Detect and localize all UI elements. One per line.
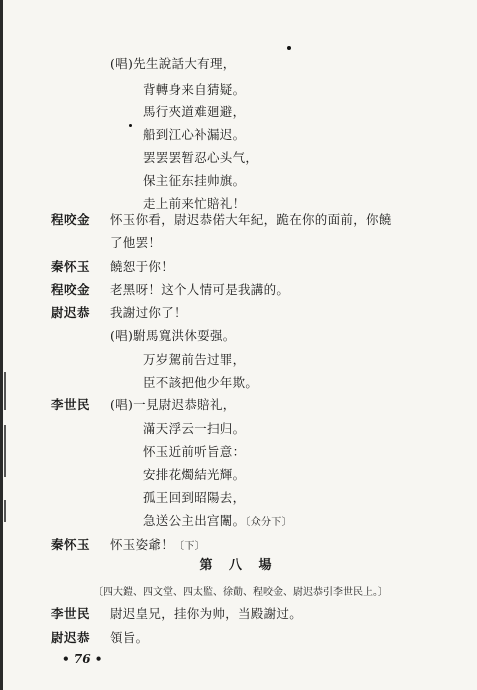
speaker-name: 尉迟恭	[51, 305, 91, 320]
scan-edge	[0, 0, 3, 690]
scan-mark	[4, 372, 6, 410]
speaker-name: 李世民	[51, 397, 91, 412]
dialogue-line: 万岁駕前告过罪，	[143, 352, 246, 367]
speaker-name: 秦怀玉	[51, 259, 91, 274]
dialogue-line: 保主征东挂帅旗。	[143, 173, 246, 188]
speaker-name: 李世民	[51, 606, 91, 621]
dialogue-line: 走上前来忙賠礼！	[143, 196, 246, 211]
dialogue-line: 饒恕于你！	[110, 259, 175, 274]
stage-note: 〔众分下〕	[245, 517, 292, 528]
dialogue-line: (唱)駙馬寬洪休耍强。	[110, 328, 236, 343]
dialogue-line: 安排花燭結光輝。	[143, 467, 246, 482]
speaker-name: 尉迟恭	[51, 630, 91, 645]
dialogue-line	[143, 513, 292, 531]
scan-mark	[4, 425, 6, 477]
stage-note: 〔下〕	[174, 541, 205, 552]
dialogue-line: 了他罢！	[110, 235, 162, 250]
dialogue-line: 滿天浮云一扫归。	[143, 421, 246, 436]
dialogue-line: 怀玉你看，尉迟恭偌大年紀，跪在你的面前，你饒	[110, 212, 392, 227]
dialogue-text: 怀玉姿爺！	[110, 537, 175, 552]
speaker-name: 程咬金	[51, 212, 91, 227]
dialogue-line: 罢罢罢暂忍心头气，	[143, 150, 259, 165]
dialogue-line: 老黑呀！这个人情可是我講的。	[110, 282, 290, 297]
dialogue-line	[110, 537, 205, 555]
dialogue-line: 尉迟皇兄，挂你为帅，当殿謝过。	[110, 606, 303, 621]
ink-dot	[129, 124, 132, 127]
dialogue-line: 背轉身来自猜疑。	[143, 82, 246, 97]
dialogue-line: 孤王回到昭陽去，	[143, 490, 246, 505]
ink-dot	[287, 46, 291, 50]
scene-title: 第 八 場	[199, 558, 278, 573]
scan-mark	[4, 500, 6, 522]
dialogue-line: 臣不該把他少年欺。	[143, 375, 259, 390]
dialogue-line: 馬行夾道难廻避，	[143, 104, 246, 119]
dialogue-line: (唱)一見尉迟恭賠礼，	[110, 397, 236, 412]
speaker-name: 秦怀玉	[51, 537, 91, 552]
page-number: • 76 •	[62, 652, 103, 666]
speaker-name: 程咬金	[51, 282, 91, 297]
dialogue-line: 領旨。	[110, 630, 149, 645]
stage-direction: 〔四大鎧、四文堂、四太監、徐勣、程咬金、尉迟恭引李世民上。〕	[93, 587, 388, 598]
dialogue-text: 急送公主出宫闈。	[143, 513, 246, 528]
dialogue-line: (唱)先生說話大有理，	[110, 56, 236, 71]
dialogue-line: 怀玉近前听旨意：	[143, 444, 246, 459]
dialogue-line: 我謝过你了！	[110, 305, 187, 320]
dialogue-line: 船到江心补漏迟。	[143, 127, 246, 142]
